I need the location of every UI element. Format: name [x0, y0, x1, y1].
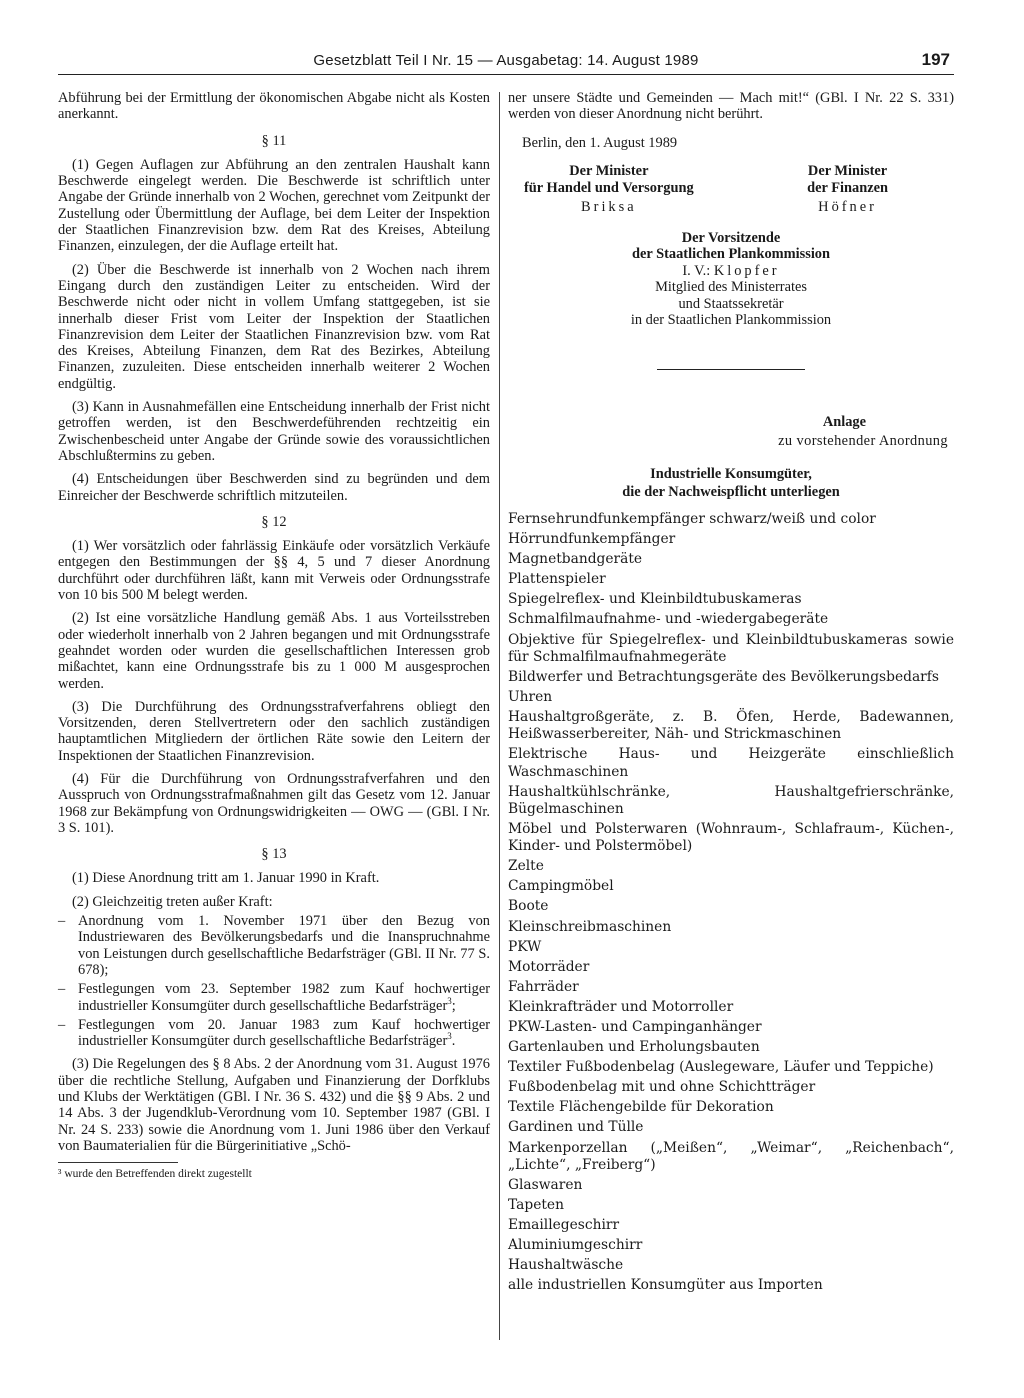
item-punctuation: ;	[451, 997, 456, 1014]
consumer-goods-item: Spiegelreflex- und Kleinbildtubuskameras	[508, 591, 802, 608]
consumer-goods-item: Zelte	[508, 858, 544, 875]
signatory-title: Der Minister	[569, 162, 649, 179]
section-12-heading: § 12	[261, 513, 287, 530]
consumer-goods-item: Fernsehrundfunkempfänger schwarz/weiß und color	[508, 510, 876, 527]
signatory-role: in der Staatlichen Plankommission	[630, 312, 832, 329]
signatory-deputy-line	[508, 263, 954, 280]
s12-paragraph-1: (1) Wer vorsätzlich oder fahrlässig Einkäufe oder vorsätzlich Verkäufe entgegen den Bestimmungen der §§ 4, 5 und 7 dieser Anordnung durchführt oder durchführen läßt, kann mit Verweis oder Ordnungsstrafe von 10 bis 500 M belegt werden.	[58, 538, 490, 604]
signatory-finance-minister	[807, 163, 888, 216]
s11-paragraph-2: (2) Über die Beschwerde ist innerhalb von 2 Wochen nach ihrem Eingang durch den zuständigen Leiter zu entscheiden. Wird der Beschwerde nicht oder nicht in vollem Umfang stattgegeben, ist sie innerhalb dieser Frist vom Leiter der Inspektion der Staatlichen Finanzrevision dem Leiter der Staatlichen Finanzrevision bzw. vom Rat des Kreises, Abteilung Finanzen, dem Rat des Bezirkes, Abteilung Finanzen, zuzuleiten. Diese entscheiden innerhalb weiterer 2 Wochen endgültig.	[58, 261, 490, 392]
repealed-item	[58, 913, 490, 978]
consumer-goods-item: Haushaltwäsche	[508, 1257, 624, 1274]
s13-paragraph-2: (2) Gleichzeitig treten außer Kraft:	[72, 893, 273, 910]
signatory-name: Klopfer	[713, 262, 780, 279]
consumer-goods-item: Textile Flächengebilde für Dekoration	[508, 1099, 774, 1116]
consumer-goods-item: Plattenspieler	[508, 571, 606, 588]
column-divider	[499, 92, 500, 1340]
consumer-goods-item: Markenporzellan („Meißen“, „Weimar“, „Reichenbach“, „Lichte“, „Freiberg“)	[508, 1139, 954, 1173]
s11-paragraph-1: (1) Gegen Auflagen zur Abführung an den zentralen Haushalt kann Beschwerde eingelegt werden. Die Beschwerde ist schriftlich unter Angabe der Gründe innerhalb von 2 Wochen, gerechnet vom Zeitpunkt der Zustellung oder Übermittlung der Auflage, bei dem Leiter der Inspektion der Staatlichen Finanzrevision bzw. dem Rat des Kreises, Abteilung Finanzen, einzulegen, der die Auflage erteilt hat.	[58, 156, 490, 255]
section-11-heading: § 11	[261, 132, 287, 149]
page-header	[58, 50, 954, 75]
consumer-goods-item: Elektrische Haus- und Heizgeräte einschließlich Waschmaschinen	[508, 746, 954, 780]
footnote-rule	[58, 1162, 178, 1163]
page-number: 197	[921, 50, 950, 69]
annex-heading-line: Industrielle Konsumgüter,	[650, 465, 812, 482]
signatory-role: Mitglied des Ministerrates	[655, 279, 807, 296]
annex-title: Anlage	[822, 414, 866, 431]
repealed-item	[58, 981, 490, 1014]
consumer-goods-item: Haushaltgroßgeräte, z. B. Öfen, Herde, Badewannen, Heißwasserbereiter, Näh- und Strickmaschinen	[508, 709, 954, 743]
signatory-name: Briksa	[581, 198, 637, 215]
consumer-goods-list	[508, 511, 954, 1295]
repealed-item-text: Festlegungen vom 20. Januar 1983 zum Kauf hochwertiger industrieller Konsumgüter durch gesellschaftliche Bedarfsträger	[78, 1016, 490, 1050]
consumer-goods-item: Schmalfilmaufnahme- und -wiedergabegeräte	[508, 611, 829, 628]
consumer-goods-item: Emaillegeschirr	[508, 1217, 620, 1234]
consumer-goods-item: Campingmöbel	[508, 878, 614, 895]
repealed-item-text: Anordnung vom 1. November 1971 über den Bezug von Industriewaren des Bevölkerungsbedarfs und die Inanspruchnahme von Leistungen durch gesellschaftliche Bedarfsträger (GBl. II Nr. 77 S. 678);	[78, 913, 490, 978]
signatory-title: Der Vorsitzende	[681, 229, 781, 246]
signatory-office: der Staatlichen Plankommission	[631, 246, 831, 263]
signatory-ministry: für Handel und Versorgung	[524, 179, 694, 196]
right-column	[508, 90, 954, 1297]
intro-paragraph: Abführung bei der Ermittlung der ökonomischen Abgabe nicht als Kosten anerkannt.	[58, 90, 490, 123]
annex-subtitle: zu vorstehender Anordnung	[778, 432, 948, 449]
repealed-list	[58, 913, 490, 1049]
consumer-goods-item: Fahrräder	[508, 978, 579, 995]
annex-heading	[508, 465, 954, 501]
consumer-goods-item: Magnetbandgeräte	[508, 551, 643, 568]
footnote-reference: 3	[447, 995, 452, 1006]
signatory-trade-minister	[524, 163, 694, 216]
consumer-goods-item: Haushaltkühlschränke, Haushaltgefrierschränke, Bügelmaschinen	[508, 783, 954, 817]
consumer-goods-item: PKW-Lasten- und Campinganhänger	[508, 1018, 762, 1035]
consumer-goods-item: Kleinkrafträder und Motorroller	[508, 998, 734, 1015]
signatory-role: und Staatssekretär	[678, 295, 784, 312]
consumer-goods-item: Objektive für Spiegelreflex- und Kleinbildtubuskameras sowie für Schmalfilmaufnahmegeräte	[508, 631, 954, 665]
place-date: Berlin, den 1. August 1989	[522, 134, 678, 151]
signatory-title: Der Minister	[807, 162, 888, 179]
section-13-heading: § 13	[261, 846, 287, 863]
repealed-item-text: Festlegungen vom 23. September 1982 zum Kauf hochwertiger industrieller Konsumgüter durch gesellschaftliche Bedarfsträger	[78, 981, 490, 1014]
s13-paragraph-3: (3) Die Regelungen des § 8 Abs. 2 der Anordnung vom 31. August 1976 über die rechtliche Stellung, Aufgaben und Finanzierung der Dorfklubs und Klubs der Werktätigen (GBl. I Nr. 36 S. 432) und die §§ 9 Abs. 2 und 14 Abs. 3 der Jugendklub-Verordnung vom 10. September 1987 (GBl. I Nr. 24 S. 233) sowie die Anordnung vom 1. Juni 1986 über den Verkauf von Baumaterialien für die Bürgerinitiative „Schö-	[58, 1056, 490, 1154]
footnote-reference: 3	[447, 1031, 452, 1042]
repealed-item	[58, 1017, 490, 1050]
consumer-goods-item: Möbel und Polsterwaren (Wohnraum-, Schlafraum-, Küchen-, Kinder- und Polstermöbel)	[508, 820, 954, 855]
item-punctuation: .	[451, 1033, 456, 1050]
signatory-name: Höfner	[818, 198, 877, 215]
s12-paragraph-2: (2) Ist eine vorsätzliche Handlung gemäß Abs. 1 aus Vorteilsstreben oder wiederholt innerhalb von 2 Jahren begangen und mit Ordnungsstrafe geahndet worden oder wurden die gesellschaftlichen Interessen grob mißachtet, kann eine Ordnungsstrafe bis zu 1 000 M ausgesprochen werden.	[58, 610, 490, 692]
s12-paragraph-4: (4) Für die Durchführung von Ordnungsstrafverfahren und den Ausspruch von Ordnungsstrafmaßnahmen gilt das Gesetz vom 12. Januar 1968 zur Bekämpfung von Ordnungswidrigkeiten — OWG — (GBl. I Nr. 3 S. 101).	[58, 770, 490, 836]
consumer-goods-item: Hörrundfunkempfänger	[508, 531, 676, 548]
consumer-goods-item: PKW	[508, 938, 542, 955]
consumer-goods-item: Bildwerfer und Betrachtungsgeräte des Bevölkerungsbedarfs	[508, 668, 939, 685]
s11-paragraph-4: (4) Entscheidungen über Beschwerden sind zu begründen und dem Einreicher der Beschwerde schriftlich mitzuteilen.	[58, 471, 490, 504]
header-title: Gesetzblatt Teil I Nr. 15 — Ausgabetag: 14. August 1989	[313, 52, 699, 69]
consumer-goods-item: Tapeten	[508, 1196, 564, 1213]
consumer-goods-item: Motorräder	[508, 958, 590, 975]
consumer-goods-item: Gardinen und Tülle	[508, 1119, 644, 1136]
deputy-prefix: I. V.:	[682, 262, 714, 279]
separator-rule	[657, 369, 805, 371]
consumer-goods-item: alle industriellen Konsumgüter aus Importen	[508, 1277, 823, 1294]
continuation-paragraph: ner unsere Städte und Gemeinden — Mach mit!“ (GBl. I Nr. 22 S. 331) werden von dieser Anordnung nicht berührt.	[508, 90, 954, 123]
consumer-goods-item: Boote	[508, 898, 549, 915]
consumer-goods-item: Glaswaren	[508, 1176, 583, 1193]
s11-paragraph-3: (3) Kann in Ausnahmefällen eine Entscheidung innerhalb der Frist nicht getroffen werden, ist den Beschwerdeführenden rechtzeitig ein Zwischenbescheid unter Angabe der Gründe sowie des voraussichtlichen Abschlußtermins zu geben.	[58, 399, 490, 464]
consumer-goods-item: Textiler Fußbodenbelag (Auslegeware, Läufer und Teppiche)	[508, 1059, 934, 1076]
consumer-goods-item: Aluminiumgeschirr	[508, 1237, 643, 1254]
consumer-goods-item: Kleinschreibmaschinen	[508, 918, 672, 935]
signatures-row	[508, 163, 954, 216]
footnote: ³ wurde den Betreffenden direkt zugestellt	[58, 1168, 252, 1181]
consumer-goods-item: Gartenlauben und Erholungsbauten	[508, 1039, 760, 1056]
annex-heading-line: die der Nachweispflicht unterliegen	[622, 483, 840, 500]
consumer-goods-item: Fußbodenbelag mit und ohne Schichtträger	[508, 1079, 816, 1096]
signatory-ministry: der Finanzen	[807, 179, 888, 196]
s12-paragraph-3: (3) Die Durchführung des Ordnungsstrafverfahrens obliegt den Vorsitzenden, deren Stellvertretern oder den sachlich zuständigen hauptamtlichen Mitgliedern der örtlichen Räte sowie den Leitern der Inspektionen der Staatlichen Finanzrevision.	[58, 698, 490, 764]
left-column	[58, 90, 490, 1181]
consumer-goods-item: Uhren	[508, 688, 553, 705]
s13-paragraph-1: (1) Diese Anordnung tritt am 1. Januar 1990 in Kraft.	[72, 870, 380, 887]
signatory-planning-commission	[508, 230, 954, 329]
